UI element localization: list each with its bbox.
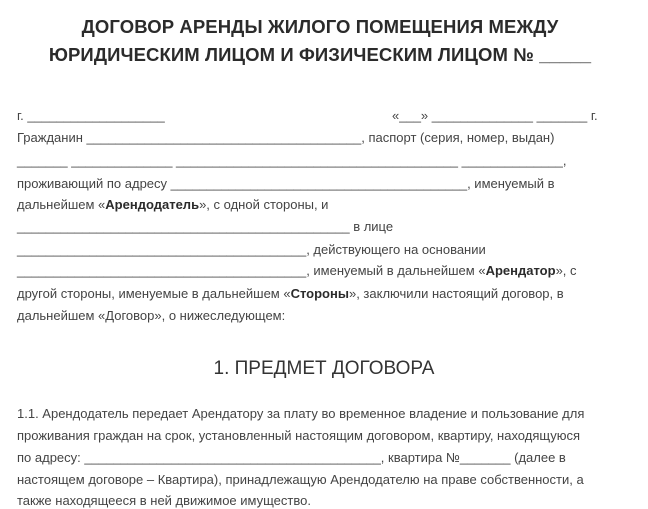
preamble-line-4 <box>17 197 328 213</box>
section-1-heading: 1. ПРЕДМЕТ ДОГОВОРА <box>213 358 435 379</box>
parties-term: Стороны <box>290 286 349 301</box>
preamble-line-7 <box>17 263 577 279</box>
preamble-line-3: проживающий по адресу _________________________________________, именуемый в <box>17 176 555 191</box>
clause-1-1-line-5: также находящееся в ней движимое имущество. <box>17 493 311 508</box>
preamble-line-8 <box>17 286 564 302</box>
clause-1-1-line-3: по адресу: _________________________________________, квартира №_______ (далее в <box>17 450 566 465</box>
clause-1-1-line-1: 1.1. Арендодатель передает Арендатору за плату во временное владение и пользование для <box>17 406 585 421</box>
preamble-line-8-text: другой стороны, именуемые в дальнейшем « <box>17 286 291 301</box>
preamble-line-7-tail: », с <box>555 263 577 278</box>
landlord-term: Арендодатель <box>105 197 200 212</box>
place-line: г. ___________________ <box>17 108 165 123</box>
preamble-line-8-tail: », заключили настоящий договор, в <box>348 286 564 301</box>
preamble-line-2: _______ ______________ _______________________________________ ______________, <box>17 153 567 168</box>
preamble-line-4-tail: », с одной стороны, и <box>199 197 329 212</box>
preamble-line-7-text: ________________________________________, именуемый в дальнейшем « <box>17 263 486 278</box>
preamble-line-4-text: дальнейшем « <box>17 197 106 212</box>
preamble-line-6: ________________________________________, действующего на основании <box>17 242 486 257</box>
preamble-line-5: ______________________________________________ в лице <box>17 219 394 234</box>
preamble-line-1: Гражданин ______________________________________, паспорт (серия, номер, выдан) <box>17 130 555 145</box>
tenant-term: Арендатор <box>485 263 556 278</box>
date-line: «___» ______________ _______ г. <box>392 108 598 123</box>
document-title-line-1: ДОГОВОР АРЕНДЫ ЖИЛОГО ПОМЕЩЕНИЯ МЕЖДУ <box>81 16 559 37</box>
document-title-line-2: ЮРИДИЧЕСКИМ ЛИЦОМ И ФИЗИЧЕСКИМ ЛИЦОМ № _____ <box>48 44 592 65</box>
preamble-line-9: дальнейшем «Договор», о нижеследующем: <box>17 308 286 323</box>
clause-1-1-line-2: проживания граждан на срок, установленный настоящим договором, квартиру, находящуюся <box>17 428 581 443</box>
clause-1-1-line-4: настоящем договоре – Квартира), принадлежащую Арендодателю на праве собственности, а <box>17 472 584 487</box>
